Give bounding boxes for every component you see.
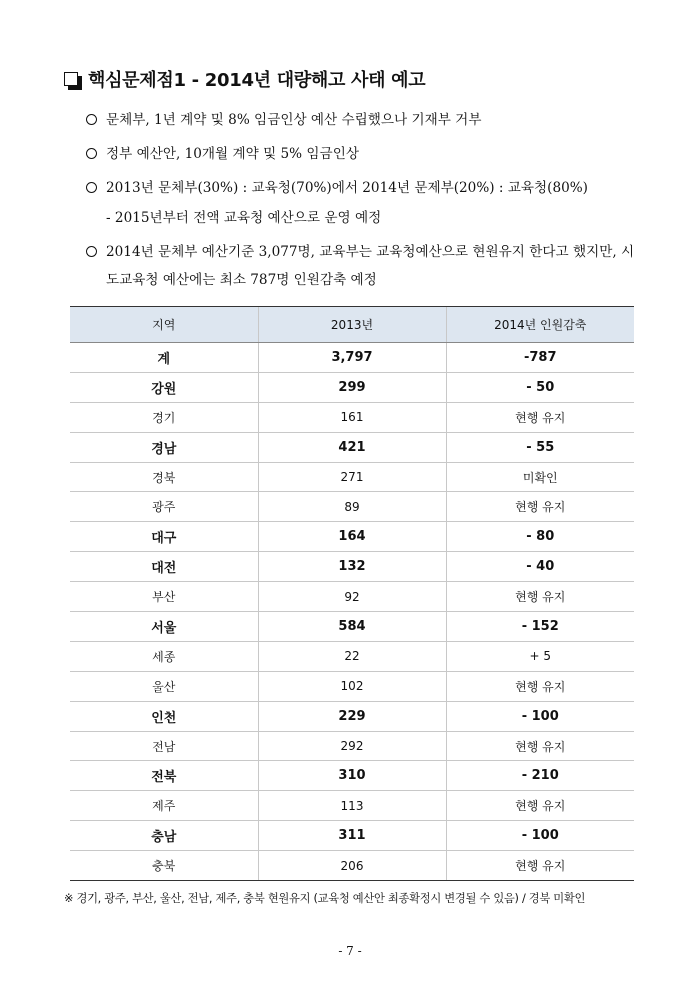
table-row — [70, 671, 634, 701]
cell-2013: 229 — [258, 701, 446, 731]
cell-2014-reduction: 현행 유지 — [446, 851, 634, 881]
cell-2014-reduction: 현행 유지 — [446, 791, 634, 821]
table-row — [70, 851, 634, 881]
cell-2014-reduction: - 152 — [446, 612, 634, 642]
cell-2013: 92 — [258, 582, 446, 612]
cell-region: 강원 — [70, 372, 258, 402]
page-number: - 7 - — [338, 944, 362, 958]
circle-bullet-icon — [86, 114, 97, 125]
table-row — [70, 791, 634, 821]
bullet-text: 문체부, 1년 계약 및 8% 임금인상 예산 수립했으나 기재부 거부 — [106, 112, 482, 128]
circle-bullet-icon — [86, 148, 97, 159]
cell-2013: 22 — [258, 641, 446, 671]
table-row — [70, 522, 634, 552]
section-title — [64, 66, 425, 92]
cell-2014-reduction: 미확인 — [446, 462, 634, 492]
cell-2014-reduction: - 50 — [446, 372, 634, 402]
cell-2014-reduction: 현행 유지 — [446, 731, 634, 761]
cell-2013: 584 — [258, 612, 446, 642]
cell-region: 세종 — [70, 641, 258, 671]
table-row — [70, 641, 634, 671]
cell-region: 계 — [70, 343, 258, 373]
cell-2013: 113 — [258, 791, 446, 821]
cell-2013: 421 — [258, 432, 446, 462]
cell-2013: 3,797 — [258, 343, 446, 373]
cell-2014-reduction: - 40 — [446, 552, 634, 582]
cell-region: 울산 — [70, 671, 258, 701]
bullet-item — [86, 242, 634, 262]
cell-2013: 206 — [258, 851, 446, 881]
header-2014-reduction: 2014년 인원감축 — [446, 307, 634, 343]
cell-2014-reduction: 현행 유지 — [446, 671, 634, 701]
cell-region: 경북 — [70, 462, 258, 492]
cell-region: 충북 — [70, 851, 258, 881]
cell-2014-reduction: 현행 유지 — [446, 582, 634, 612]
table-header-row — [70, 307, 634, 343]
cell-2014-reduction: + 5 — [446, 641, 634, 671]
staff-table — [70, 306, 634, 881]
bullet-text: 2013년 문체부(30%) : 교육청(70%)에서 2014년 문제부(20%) : 교육청(80%) — [106, 180, 588, 196]
cell-2014-reduction: - 100 — [446, 821, 634, 851]
cell-2013: 102 — [258, 671, 446, 701]
table-row — [70, 731, 634, 761]
cell-region: 광주 — [70, 492, 258, 522]
cell-region: 인천 — [70, 701, 258, 731]
table-row — [70, 552, 634, 582]
cell-2014-reduction: 현행 유지 — [446, 492, 634, 522]
cell-2013: 132 — [258, 552, 446, 582]
table-row — [70, 432, 634, 462]
cell-2013: 89 — [258, 492, 446, 522]
cell-region: 충남 — [70, 821, 258, 851]
cell-region: 제주 — [70, 791, 258, 821]
cell-2013: 161 — [258, 402, 446, 432]
cell-2013: 310 — [258, 761, 446, 791]
table-row — [70, 492, 634, 522]
circle-bullet-icon — [86, 182, 97, 193]
bullet-item — [86, 178, 588, 198]
cell-region: 경남 — [70, 432, 258, 462]
table-row — [70, 701, 634, 731]
table-row — [70, 612, 634, 642]
cell-region: 서울 — [70, 612, 258, 642]
cell-2014-reduction: - 100 — [446, 701, 634, 731]
cell-2013: 271 — [258, 462, 446, 492]
table-row — [70, 372, 634, 402]
header-2013: 2013년 — [258, 307, 446, 343]
table-row — [70, 761, 634, 791]
cell-2014-reduction: - 55 — [446, 432, 634, 462]
cell-region: 부산 — [70, 582, 258, 612]
table-row — [70, 582, 634, 612]
circle-bullet-icon — [86, 246, 97, 257]
table-row — [70, 402, 634, 432]
cell-2014-reduction: -787 — [446, 343, 634, 373]
checkbox-icon — [64, 72, 78, 86]
cell-2014-reduction: - 210 — [446, 761, 634, 791]
bullet-continuation: 도교육청 예산에는 최소 787명 인원감축 예정 — [106, 272, 377, 288]
cell-2013: 299 — [258, 372, 446, 402]
footnote: ※ 경기, 광주, 부산, 울산, 전남, 제주, 충북 현원유지 (교육청 예산안 최종확정시 변경될 수 있음) / 경북 미확인 — [64, 892, 586, 905]
cell-2013: 164 — [258, 522, 446, 552]
cell-2013: 292 — [258, 731, 446, 761]
table-row — [70, 462, 634, 492]
bullet-item — [86, 144, 359, 164]
table-row — [70, 343, 634, 373]
cell-2014-reduction: 현행 유지 — [446, 402, 634, 432]
cell-region: 대구 — [70, 522, 258, 552]
header-region: 지역 — [70, 307, 258, 343]
cell-region: 전남 — [70, 731, 258, 761]
sub-item: - 2015년부터 전액 교육청 예산으로 운영 예정 — [106, 210, 382, 226]
bullet-text: 정부 예산안, 10개월 계약 및 5% 임금인상 — [106, 146, 359, 162]
cell-region: 경기 — [70, 402, 258, 432]
cell-2014-reduction: - 80 — [446, 522, 634, 552]
cell-region: 대전 — [70, 552, 258, 582]
section-title-text: 핵심문제점1 - 2014년 대량해고 사태 예고 — [88, 70, 426, 91]
cell-2013: 311 — [258, 821, 446, 851]
bullet-item — [86, 110, 481, 130]
table-row — [70, 821, 634, 851]
bullet-text: 2014년 문체부 예산기준 3,077명, 교육부는 교육청예산으로 현원유지 한다고 했지만, 시 — [106, 244, 635, 260]
cell-region: 전북 — [70, 761, 258, 791]
